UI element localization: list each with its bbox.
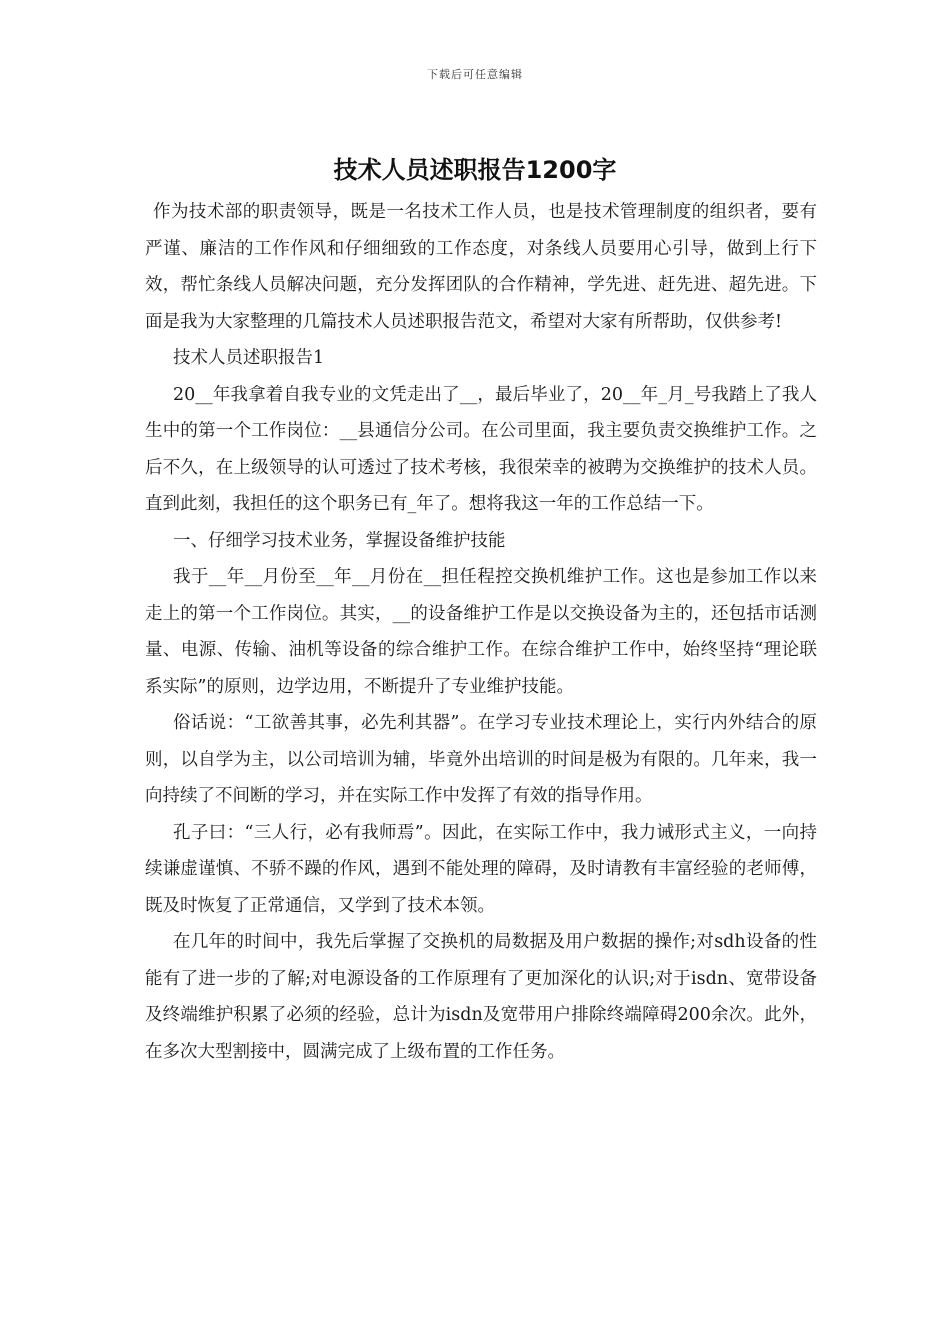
report-subtitle: 技术人员述职报告1 [173,348,325,368]
body-paragraph: 我于__年__月份至__年__月份在__担任程控交换机维护工作。这也是参加工作以来走上的第一个工作岗位。其实，__的设备维护工作是以交换设备为主的，还包括市话测量、电源、传输、油机等设备的综合维护工作。在综合维护工作中，始终坚持“理论联系实际”的原则，边学边用，不断提升了专业维护技能。 [145,567,817,697]
body-paragraph: 孔子曰：“三人行，必有我师焉”。因此，在实际工作中，我力诫形式主义，一向持续谦虚谨慎、不骄不躁的作风，遇到不能处理的障碍，及时请教有丰富经验的老师傅，既及时恢复了正常通信，又学到了技术本领。 [145,822,817,916]
body-paragraph: 俗话说：“工欲善其事，必先利其器”。在学习专业技术理论上，实行内外结合的原则，以自学为主，以公司培训为辅，毕竟外出培训的时间是极为有限的。几年来，我一向持续了不间断的学习，并在实际工作中发挥了有效的指导作用。 [145,713,817,806]
body-paragraph: 在几年的时间中，我先后掌握了交换机的局数据及用户数据的操作;对sdh设备的性能有了进一步的了解;对电源设备的工作原理有了更加深化的认识;对于isdn、宽带设备及终端维护积累了必须的经验，总计为isdn及宽带用户排除终端障碍200余次。此外，在多次大型割接中，圆满完成了上级布置的工作任务。 [145,932,817,1062]
document-body [145,194,817,1070]
intro-paragraph: 作为技术部的职责领导，既是一名技术工作人员，也是技术管理制度的组织者，要有严谨、廉洁的工作作风和仔细细致的工作态度，对条线人员要用心引导，做到上行下效，帮忙条线人员解决问题，充分发挥团队的合作精神，学先进、赶先进、超先进。下面是我为大家整理的几篇技术人员述职报告范文，希望对大家有所帮助，仅供参考! [145,202,817,332]
body-paragraph: 20__年我拿着自我专业的文凭走出了__，最后毕业了，20__年_月_号我踏上了我人生中的第一个工作岗位：__县通信分公司。在公司里面，我主要负责交换维护工作。之后不久，在上级领导的认可透过了技术考核，我很荣幸的被聘为交换维护的技术人员。直到此刻，我担任的这个职务已有_年了。想将我这一年的工作总结一下。 [145,384,817,514]
document-title: 技术人员述职报告1200字 [333,156,617,184]
page-header-note: 下载后可任意编辑 [427,68,523,81]
section-heading: 一、仔细学习技术业务，掌握设备维护技能 [173,530,506,551]
